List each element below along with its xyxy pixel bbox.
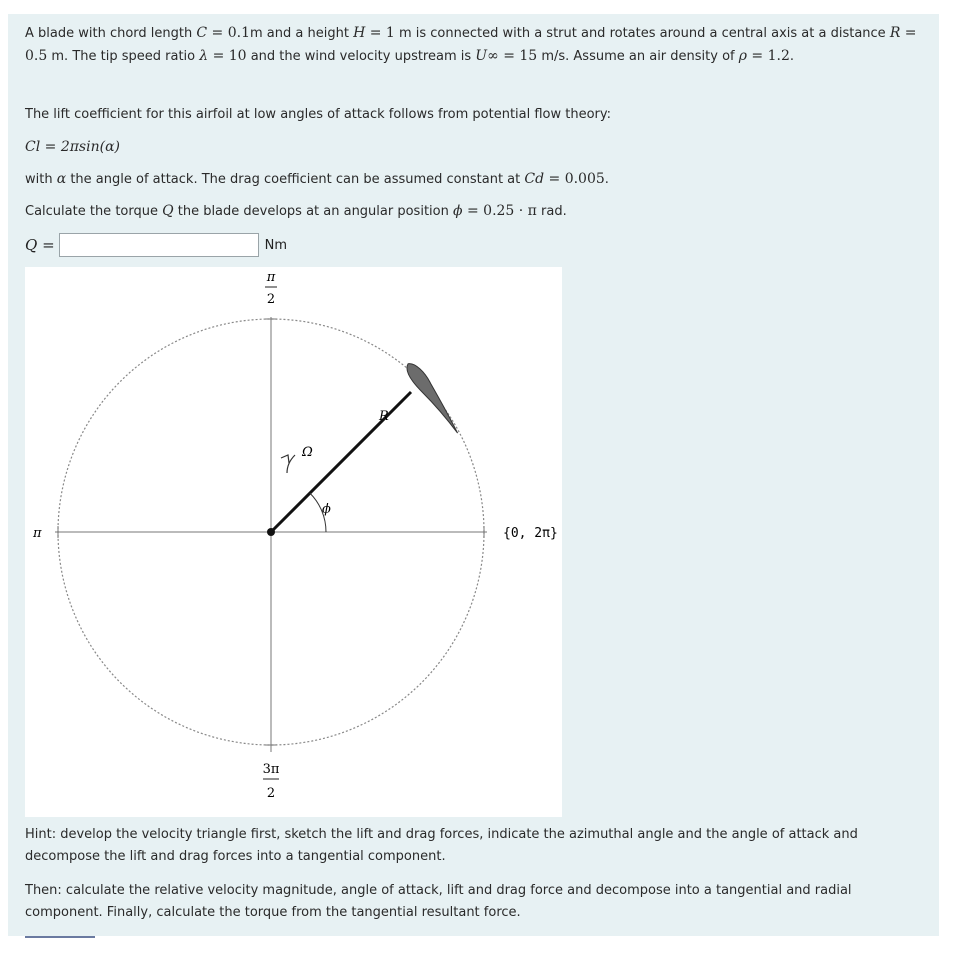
airfoil-blade bbox=[398, 360, 471, 433]
label-R: R bbox=[379, 409, 389, 424]
math-value: = 1 bbox=[365, 25, 395, 41]
math-var-lambda: λ bbox=[199, 48, 209, 64]
label-right: {0, 2π} bbox=[503, 526, 558, 541]
math-var-R: R bbox=[889, 25, 901, 41]
text-segment: rad. bbox=[536, 204, 567, 219]
math-var-Cd: Cd bbox=[524, 171, 545, 187]
label-bottom-denominator: 2 bbox=[266, 786, 276, 801]
text-segment: m and a height bbox=[250, 26, 354, 41]
text-segment: Calculate the torque bbox=[25, 204, 163, 219]
text-segment: m is connected with a strut and rotates around a central axis at a distance bbox=[394, 26, 890, 41]
hint-text-1: Hint: develop the velocity triangle first, sketch the lift and drag forces, indicate the azimuthal angle and the angle of attack and decompose the lift and drag forces into a tangential component. bbox=[25, 827, 858, 864]
problem-statement bbox=[25, 22, 930, 68]
hint-text-2: Then: calculate the relative velocity magnitude, angle of attack, lift and drag force and decompose into a tangential and radial component. Finally, calculate the torque from the tangential resultant force. bbox=[25, 883, 852, 920]
math-var-U: U∞ bbox=[475, 48, 499, 64]
math-var-C: C bbox=[196, 25, 208, 41]
text-segment: the blade develops at an angular position bbox=[173, 204, 453, 219]
math-value: = 1.2 bbox=[746, 48, 790, 64]
text-segment: . bbox=[789, 49, 795, 64]
lift-formula bbox=[25, 136, 120, 159]
answer-unit: Nm bbox=[264, 237, 288, 253]
math-value: = 0.5 bbox=[25, 25, 917, 64]
hub-point bbox=[267, 528, 275, 536]
text-segment: . bbox=[604, 172, 609, 187]
label-omega: Ω bbox=[302, 445, 313, 460]
math-var-phi: ϕ bbox=[452, 203, 463, 219]
label-phi: ϕ bbox=[322, 502, 331, 517]
answer-row bbox=[25, 230, 287, 260]
label-top-denominator: 2 bbox=[266, 292, 276, 307]
formula-text: Cl = 2πsin(α) bbox=[25, 139, 120, 155]
airfoil-shape bbox=[398, 360, 471, 433]
math-value: = 15 bbox=[498, 48, 538, 64]
text-segment: m/s. Assume an air density of bbox=[537, 49, 739, 64]
text-segment: with bbox=[25, 172, 57, 187]
text-segment: and the wind velocity upstream is bbox=[246, 49, 476, 64]
rotor-diagram-svg bbox=[25, 267, 562, 817]
text-segment: m. The tip speed ratio bbox=[47, 49, 200, 64]
lift-intro-text: The lift coefficient for this airfoil at low angles of attack follows from potential flow theory: bbox=[25, 107, 612, 122]
label-top-numerator: π bbox=[266, 270, 276, 285]
math-var-Q: Q bbox=[162, 203, 174, 219]
math-value: = 10 bbox=[208, 48, 247, 64]
answer-label: Q = bbox=[25, 236, 55, 254]
text-segment: A blade with chord length bbox=[25, 26, 197, 41]
math-value: = 0.005 bbox=[544, 171, 605, 187]
math-var-alpha: α bbox=[56, 171, 67, 187]
math-value: = 0.1 bbox=[207, 25, 250, 41]
omega-arrow-head bbox=[281, 455, 289, 463]
rotor-diagram bbox=[25, 267, 562, 817]
drag-text bbox=[25, 168, 609, 191]
strut-line bbox=[271, 392, 411, 532]
text-segment: the angle of attack. The drag coefficient can be assumed constant at bbox=[66, 172, 525, 187]
math-value: = 0.25 · π bbox=[462, 203, 537, 219]
divider-mark bbox=[25, 936, 95, 938]
torque-answer-input[interactable] bbox=[59, 233, 259, 257]
task-text bbox=[25, 200, 567, 223]
label-bottom-numerator: 3π bbox=[262, 762, 280, 777]
math-var-rho: ρ bbox=[738, 48, 747, 64]
math-var-H: H bbox=[353, 25, 366, 41]
label-left: π bbox=[33, 526, 42, 541]
